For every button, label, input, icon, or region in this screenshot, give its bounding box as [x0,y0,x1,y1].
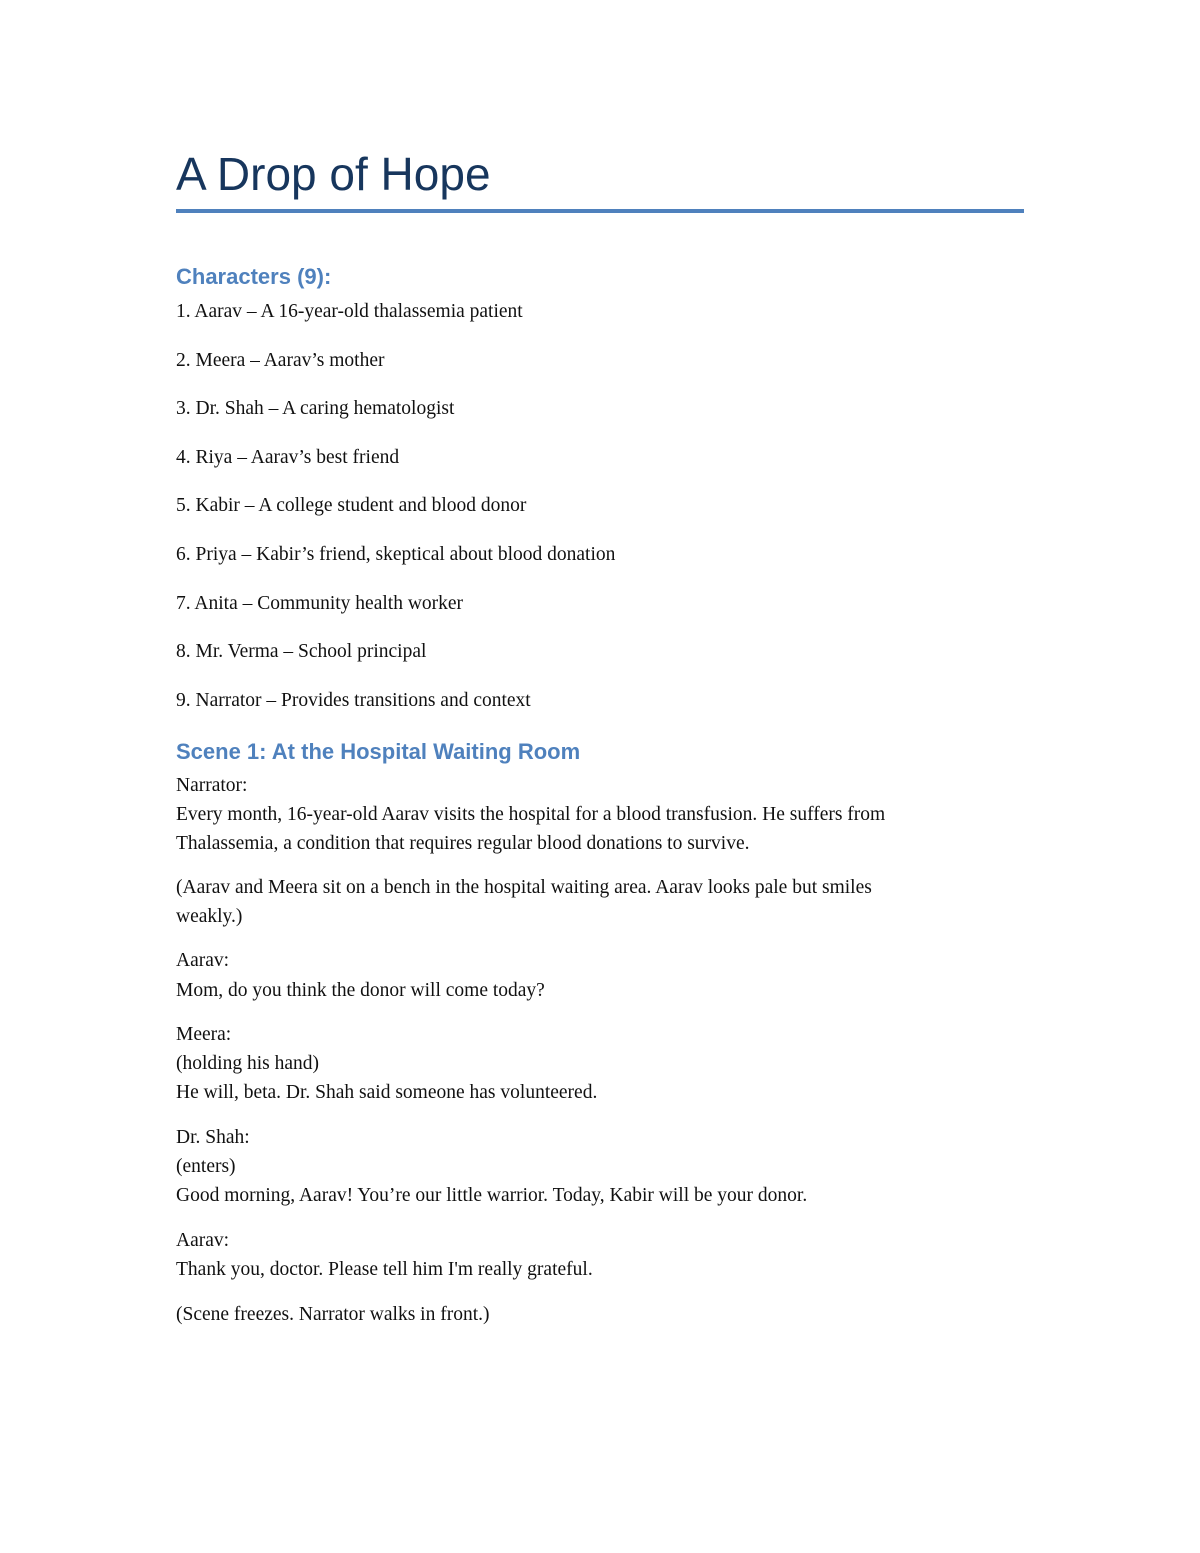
stage-direction: weakly.) [176,906,243,927]
stage-direction: (enters) [176,1156,236,1177]
character-item-8: 8. Mr. Verma – School principal [176,641,427,662]
speaker-label: Narrator: [176,775,248,796]
dialogue-line: Mom, do you think the donor will come today? [176,980,545,1001]
character-item-2: 2. Meera – Aarav’s mother [176,350,385,371]
character-item-9: 9. Narrator – Provides transitions and context [176,690,531,711]
title-underline [176,209,1024,213]
character-item-6: 6. Priya – Kabir’s friend, skeptical about blood donation [176,544,616,565]
narration-line: Every month, 16-year-old Aarav visits the hospital for a blood transfusion. He suffers from [176,804,886,825]
dialogue-line: He will, beta. Dr. Shah said someone has volunteered. [176,1082,598,1103]
speaker-label: Meera: [176,1024,232,1045]
character-item-4: 4. Riya – Aarav’s best friend [176,447,400,468]
speaker-label: Aarav: [176,950,230,971]
dialogue-line: Good morning, Aarav! You’re our little warrior. Today, Kabir will be your donor. [176,1185,808,1206]
stage-direction: (holding his hand) [176,1053,319,1074]
character-item-3: 3. Dr. Shah – A caring hematologist [176,398,455,419]
speaker-label: Aarav: [176,1230,230,1251]
character-item-1: 1. Aarav – A 16-year-old thalassemia patient [176,301,523,322]
dialogue-line: Thank you, doctor. Please tell him I'm really grateful. [176,1259,593,1280]
speaker-label: Dr. Shah: [176,1127,250,1148]
character-item-5: 5. Kabir – A college student and blood donor [176,495,527,516]
stage-direction: (Aarav and Meera sit on a bench in the hospital waiting area. Aarav looks pale but smiles [176,877,872,898]
stage-direction: (Scene freezes. Narrator walks in front.) [176,1304,490,1325]
scene-1-heading: Scene 1: At the Hospital Waiting Room [176,739,581,764]
characters-heading: Characters (9): [176,264,332,289]
document-title: A Drop of Hope [176,148,491,200]
character-item-7: 7. Anita – Community health worker [176,593,464,614]
narration-line: Thalassemia, a condition that requires regular blood donations to survive. [176,833,750,854]
